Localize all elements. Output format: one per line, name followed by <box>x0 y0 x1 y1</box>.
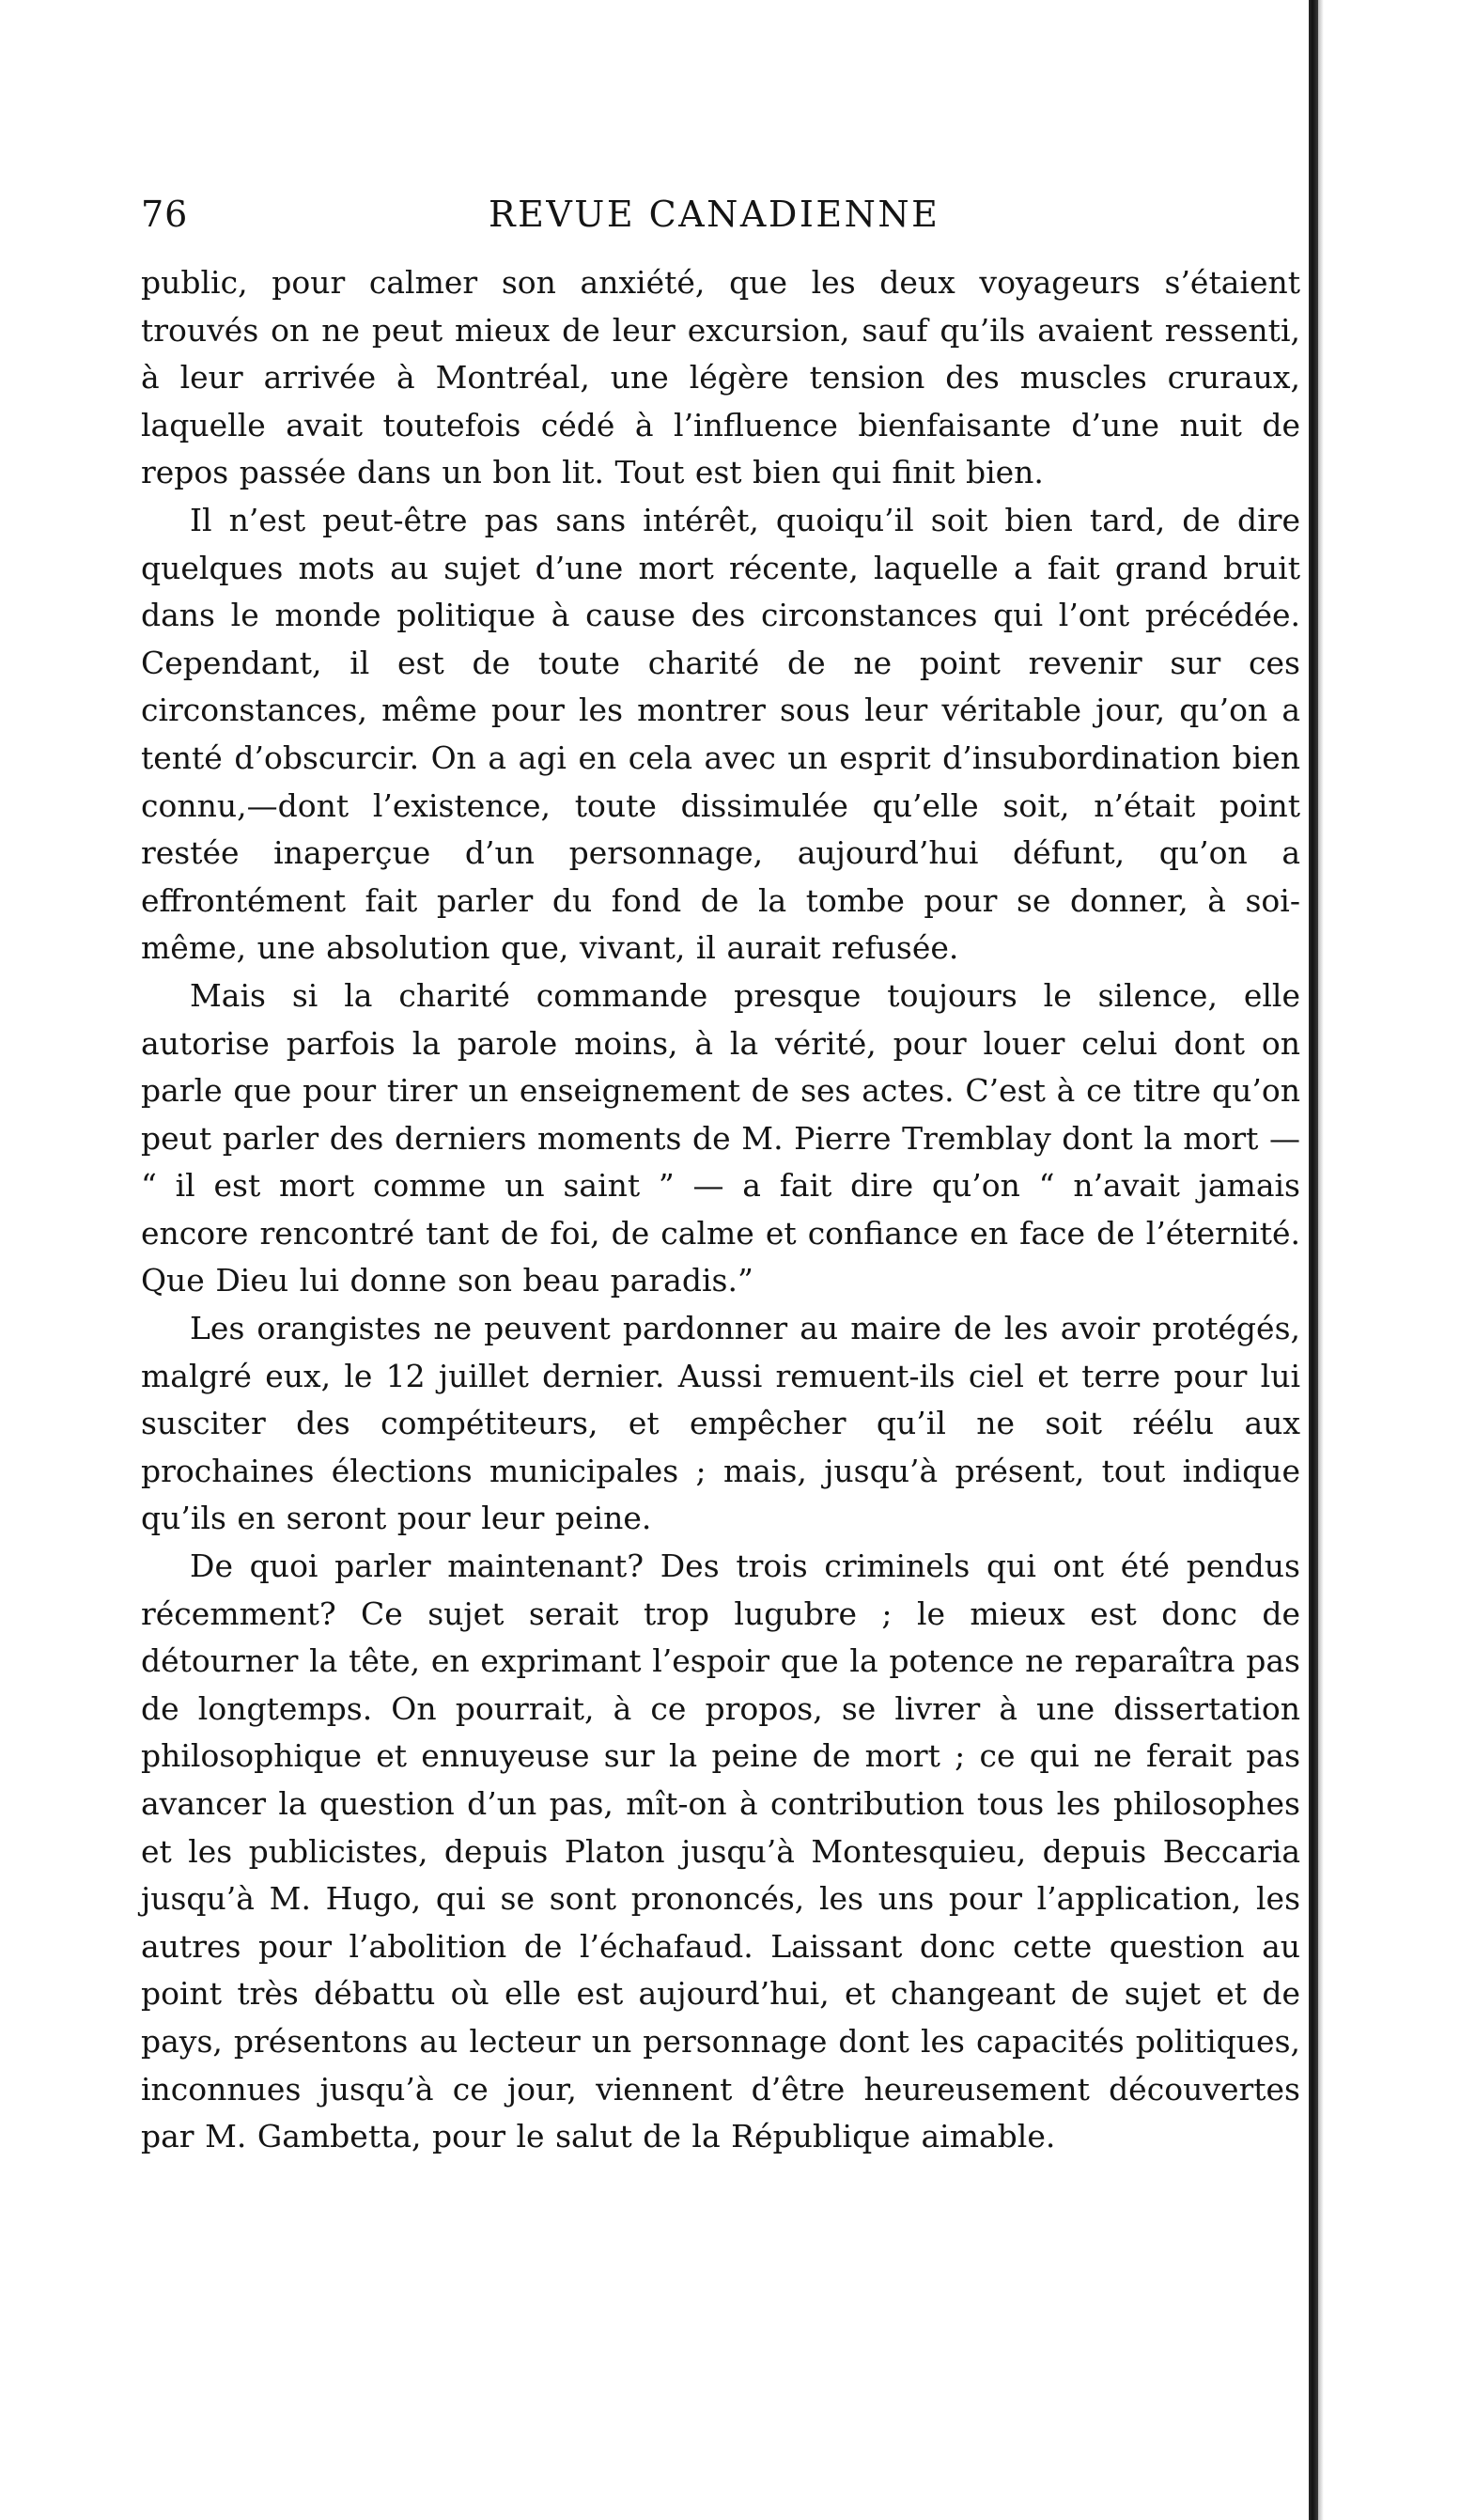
page-binding-shadow <box>1318 0 1324 2520</box>
paragraph-charite: Mais si la charité commande presque toujours le silence, elle autorise parfois la parole moins, à la vérité, pour louer celui dont on parle que pour tirer un enseignement de ses actes. C’est à ce titre qu’on peut parler des derniers moments de M. Pierre Tremblay dont la mort — “ il est mort comme un saint ” — a fait dire qu’on “ n’avait jamais encore rencontré tant de foi, de calme et confiance en face de l’éternité. Que Dieu lui donne son beau paradis.” <box>141 976 1300 1299</box>
body-text <box>141 259 1300 2161</box>
page-number: 76 <box>141 194 189 235</box>
paragraph-criminels: De quoi parler maintenant? Des trois criminels qui ont été pendus récemment? Ce sujet serait trop lugubre ; le mieux est donc de détourner la tête, en exprimant l’espoir que la potence ne reparaîtra pas de longtemps. On pourrait, à ce propos, se livrer à une dissertation philosophique et ennuyeuse sur la peine de mort ; ce qui ne ferait pas avancer la question d’un pas, mît-on à contribution tous les philosophes et les publicistes, depuis Platon jusqu’à Montesquieu, depuis Beccaria jusqu’à M. Hugo, qui se sont prononcés, les uns pour l’application, les autres pour l’abolition de l’échafaud. Laissant donc cette question au point très débattu où elle est aujourd’hui, et changeant de sujet et de pays, présentons au lecteur un personnage dont les capacités politiques, inconnues jusqu’à ce jour, viennent d’être heureusement découvertes par M. Gambetta, pour le salut de la République aimable. <box>141 1548 1300 2155</box>
page-binding-edge <box>1309 0 1318 2520</box>
paragraph-orangistes: Les orangistes ne peuvent pardonner au maire de les avoir protégés, malgré eux, le 12 juillet dernier. Aussi remuent-ils ciel et terre pour lui susciter des compétiteurs, et empêcher qu’il ne soit réélu aux prochaines élections municipales ; mais, jusqu’à présent, tout indique qu’ils en seront pour leur peine. <box>141 1310 1300 1537</box>
running-title: REVUE CANADIENNE <box>489 194 940 235</box>
paragraph-continued: public, pour calmer son anxiété, que les deux voyageurs s’étaient trouvés on ne peut mieux de leur excursion, sauf qu’ils avaient ressenti, à leur arrivée à Montréal, une légère tension des muscles cruraux, laquelle avait toutefois cédé à l’influence bienfaisante d’une nuit de repos passée dans un bon lit. Tout est bien qui finit bien. <box>141 264 1300 491</box>
page-header <box>141 194 1300 242</box>
paragraph-mort-recente: Il n’est peut-être pas sans intérêt, quoiqu’il soit bien tard, de dire quelques mots au sujet d’une mort récente, laquelle a fait grand bruit dans le monde politique à cause des circonstances qui l’ont précédée. Cependant, il est de toute charité de ne point revenir sur ces circonstances, même pour les montrer sous leur véritable jour, qu’on a tenté d’obscurcir. On a agi en cela avec un esprit d’insubordination bien connu,—dont l’existence, toute dissimulée qu’elle soit, n’était point restée inaperçue d’un personnage, aujourd’hui défunt, qu’on a effrontément fait parler du fond de la tombe pour se donner, à soi-même, une absolution que, vivant, il aurait refusée. <box>141 501 1300 967</box>
